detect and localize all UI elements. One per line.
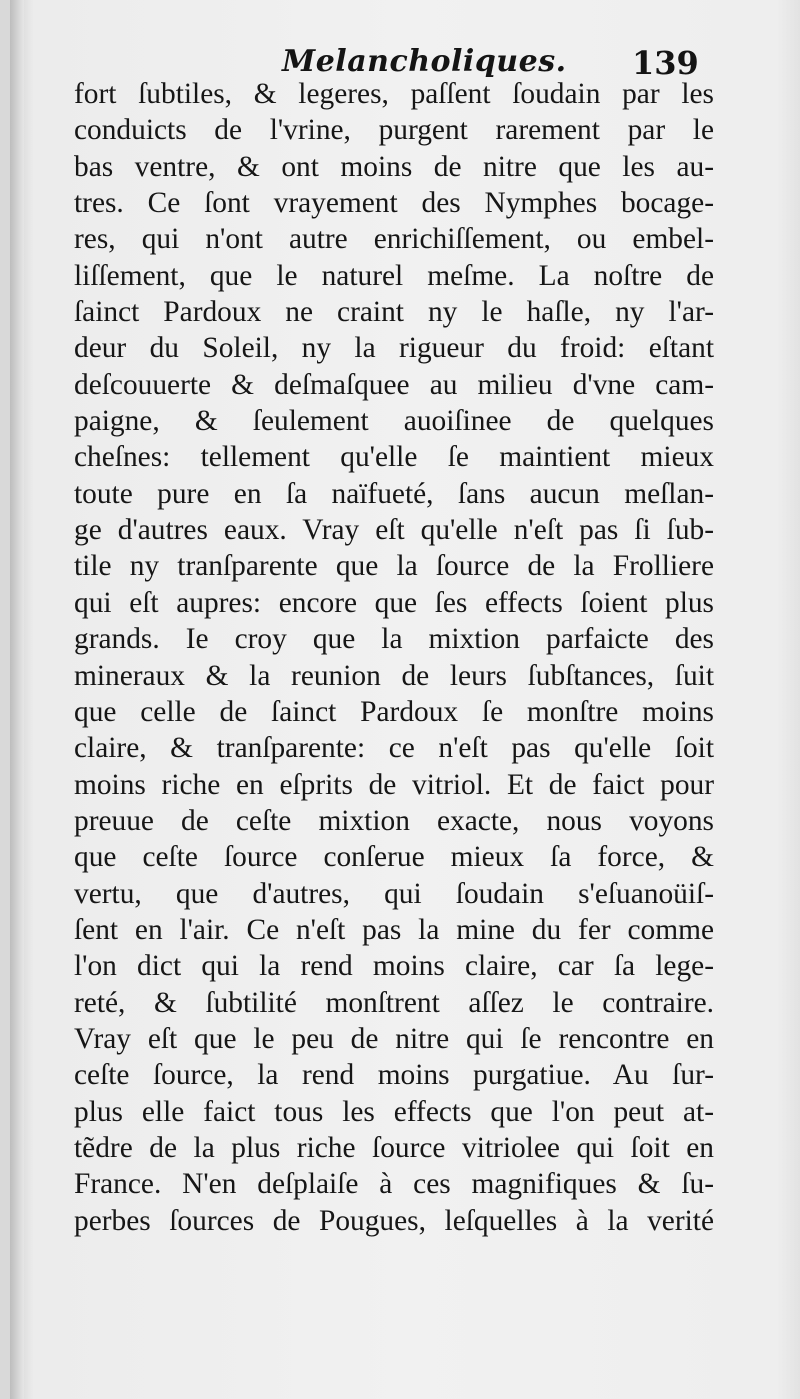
text-line: liſſement, que le naturel meſme. La noſtre de <box>74 259 714 292</box>
text-line: bas ventre, & ont moins de nitre que les au- <box>74 150 714 183</box>
text-line: que celle de ſainct Pardoux ſe monſtre moins <box>74 695 714 728</box>
text-line: ceſte ſource, la rend moins purgatiue. Au ſur- <box>74 1059 714 1092</box>
page-gutter-edge <box>10 0 24 1399</box>
text-line: paigne, & ſeulement auoiſinee de quelques <box>74 405 714 438</box>
text-line: perbes ſources de Pougues, leſquelles à la verité <box>74 1204 714 1237</box>
text-line: preuue de ceſte mixtion exacte, nous voyons <box>74 804 714 837</box>
text-line: ſent en l'air. Ce n'eſt pas la mine du fer comme <box>74 913 714 946</box>
body-text <box>74 76 714 1239</box>
text-line: plus elle faict tous les effects que l'on peut at- <box>74 1095 714 1128</box>
text-line: ſainct Pardoux ne craint ny le haſle, ny l'ar- <box>74 296 714 329</box>
text-line: cheſnes: tellement qu'elle ſe maintient mieux <box>74 441 714 474</box>
running-head: Melancholiques. <box>282 44 567 79</box>
text-line: qui eſt aupres: encore que ſes effects ſoient plus <box>74 586 714 619</box>
text-line: ge d'autres eaux. Vray eſt qu'elle n'eſt pas ſi ſub- <box>74 514 714 547</box>
text-line: tile ny tranſparente que la ſource de la Frolliere <box>74 550 714 583</box>
text-line: moins riche en eſprits de vitriol. Et de faict pour <box>74 768 714 801</box>
text-line: vertu, que d'autres, qui ſoudain s'eſuanoüiſ- <box>74 877 714 910</box>
text-line: deur du Soleil, ny la rigueur du froid: eſtant <box>74 332 714 365</box>
text-line: claire, & tranſparente: ce n'eſt pas qu'elle ſoit <box>74 732 714 765</box>
page-number: 139 <box>632 44 699 82</box>
text-line: toute pure en ſa naïfueté, ſans aucun meſlan- <box>74 477 714 510</box>
text-line: reté, & ſubtilité monſtrent aſſez le contraire. <box>74 986 714 1019</box>
text-line: France. N'en deſplaiſe à ces magnifiques & ſu- <box>74 1168 714 1201</box>
text-line: fort ſubtiles, & legeres, paſſent ſoudain par les <box>74 78 714 110</box>
text-line: tẽdre de la plus riche ſource vitriolee qui ſoit en <box>74 1131 714 1164</box>
text-line: tres. Ce ſont vrayement des Nymphes bocage- <box>74 187 714 220</box>
text-line: res, qui n'ont autre enrichiſſement, ou embel- <box>74 223 714 256</box>
text-line: grands. Ie croy que la mixtion parfaicte des <box>74 623 714 656</box>
text-line: que ceſte ſource conſerue mieux ſa force, & <box>74 841 714 874</box>
text-line: l'on dict qui la rend moins claire, car ſa lege- <box>74 950 714 983</box>
text-line: deſcouuerte & deſmaſquee au milieu d'vne cam- <box>74 368 714 401</box>
text-line: conduicts de l'vrine, purgent rarement par le <box>74 114 714 147</box>
text-line: mineraux & la reunion de leurs ſubſtances, ſuit <box>74 659 714 692</box>
text-line: Vray eſt que le peu de nitre qui ſe rencontre en <box>74 1022 714 1055</box>
